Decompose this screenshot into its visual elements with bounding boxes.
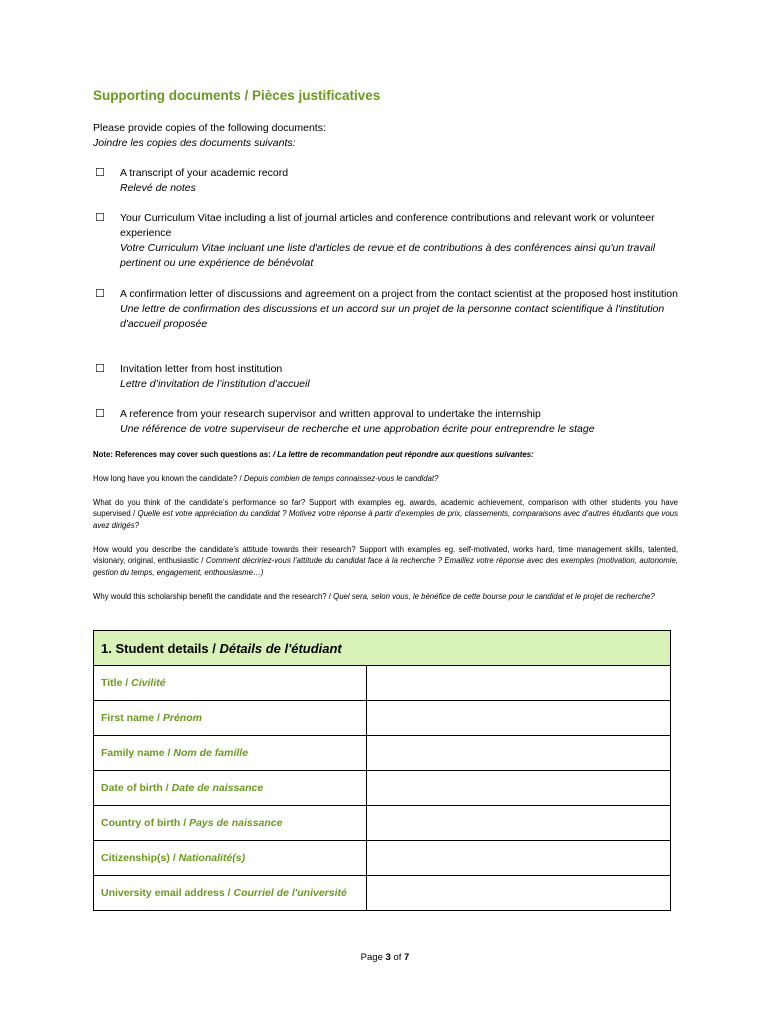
first-name-field[interactable] <box>367 701 671 736</box>
of-label: of <box>393 952 402 963</box>
label-fr: Date de naissance <box>171 782 264 794</box>
header-en: 1. Student details / <box>101 640 216 656</box>
checkbox-icon[interactable]: ☐ <box>95 212 105 224</box>
document-item-en: Your Curriculum Vitae including a list of journal articles and conference contributions and relevant work or volunteer experience <box>120 212 655 239</box>
checkbox-icon[interactable]: ☐ <box>95 288 105 300</box>
document-item-en: Invitation letter from host institution <box>120 363 283 375</box>
table-header-row <box>94 631 671 666</box>
page-total: 7 <box>404 952 410 963</box>
document-item-fr: Une référence de votre superviseur de recherche et une approbation écrite pour entreprendre le stage <box>120 423 595 435</box>
label-en: Citizenship(s) / <box>101 852 176 864</box>
document-item-transcript <box>95 166 685 196</box>
field-label-first-name <box>94 701 367 736</box>
table-row <box>94 771 671 806</box>
question-en: How long have you known the candidate? / <box>93 474 242 483</box>
question-en: Why would this scholarship benefit the candidate and the research? / <box>93 592 331 601</box>
checkbox-icon[interactable]: ☐ <box>95 167 105 179</box>
table-row <box>94 806 671 841</box>
table-row <box>94 701 671 736</box>
title-field[interactable] <box>367 666 671 701</box>
intro-en: Please provide copies of the following documents: <box>93 122 326 134</box>
document-item-confirmation-letter <box>95 287 685 332</box>
student-details-table <box>93 630 671 911</box>
document-item-fr: Votre Curriculum Vitae incluant une liste d'articles de revue et de contributions à des conférences ainsi qu'un travail pertinent ou une expérience de bénévolat <box>120 242 656 269</box>
question-fr: Comment décririez-vous l’attitude du candidat face à la recherche ? Emaillez votre réponse avec des exemples (motivation, autonomie, gestion du temps, engagement, enthousiasme…) <box>93 556 678 577</box>
field-label-university-email <box>94 876 367 911</box>
label-fr: Nationalité(s) <box>178 852 246 864</box>
page-current: 3 <box>385 952 391 963</box>
field-label-family-name <box>94 736 367 771</box>
reference-question <box>93 591 678 602</box>
reference-question <box>93 473 678 484</box>
label-fr: Courriel de l'université <box>233 887 347 899</box>
document-item-en: A reference from your research supervisor and written approval to undertake the internship <box>120 408 541 420</box>
document-item-en: A confirmation letter of discussions and agreement on a project from the contact scientist at the proposed host institution <box>120 288 678 300</box>
country-of-birth-field[interactable] <box>367 806 671 841</box>
field-label-citizenship <box>94 841 367 876</box>
date-of-birth-field[interactable] <box>367 771 671 806</box>
question-en: How would you describe the candidate’s attitude towards their research? Support with examples eg. self-motivated, works hard, time management skills, talented, visionary, original, enthusiastic / <box>93 545 678 566</box>
document-item-invitation-letter <box>95 362 685 392</box>
label-en: Title / <box>101 677 129 689</box>
document-item-reference <box>95 407 685 437</box>
document-item-fr: Une lettre de confirmation des discussions et un accord sur un projet de la personne contact scientifique à l'institution d'accueil proposée <box>120 303 665 330</box>
label-fr: Pays de naissance <box>189 817 283 829</box>
label-fr: Prénom <box>162 712 202 724</box>
page-label: Page <box>360 952 383 963</box>
intro-fr: Joindre les copies des documents suivants: <box>93 137 296 149</box>
reference-question <box>93 497 678 531</box>
question-fr: Quelle est votre appréciation du candidat ? Motivez votre réponse à partir d’exemples de prix, classements, comparaisons avec d’autres étudiants que vous avez dirigés? <box>93 509 678 530</box>
label-fr: Nom de famille <box>173 747 249 759</box>
table-row <box>94 876 671 911</box>
page-footer <box>0 952 770 963</box>
label-en: Date of birth / <box>101 782 169 794</box>
table-row <box>94 736 671 771</box>
table-row <box>94 666 671 701</box>
checkbox-icon[interactable]: ☐ <box>95 408 105 420</box>
university-email-field[interactable] <box>367 876 671 911</box>
note-en: Note: References may cover such questions as: <box>93 450 271 459</box>
label-en: First name / <box>101 712 160 724</box>
document-item-en: A transcript of your academic record <box>120 167 289 179</box>
reference-question <box>93 544 678 578</box>
field-label-country-of-birth <box>94 806 367 841</box>
note-fr: / La lettre de recommandation peut répondre aux questions suivantes: <box>272 450 534 459</box>
checkbox-icon[interactable]: ☐ <box>95 363 105 375</box>
label-en: University email address / <box>101 887 231 899</box>
citizenship-field[interactable] <box>367 841 671 876</box>
intro-text <box>93 121 326 151</box>
table-row <box>94 841 671 876</box>
document-item-cv <box>95 211 685 271</box>
field-label-title <box>94 666 367 701</box>
document-item-fr: Relevé de notes <box>120 182 196 194</box>
family-name-field[interactable] <box>367 736 671 771</box>
question-en: What do you think of the candidate’s performance so far? Support with examples eg. awards, academic achievement, comparison with other students you have supervised / <box>93 498 678 519</box>
document-item-fr: Lettre d’invitation de l’institution d’accueil <box>120 378 310 390</box>
question-fr: Depuis combien de temps connaissez-vous le candidat? <box>243 474 439 483</box>
question-fr: Quel sera, selon vous, le bénéfice de cette bourse pour le candidat et le projet de recherche? <box>333 592 655 601</box>
label-en: Country of birth / <box>101 817 187 829</box>
header-fr: Détails de l'étudiant <box>219 640 342 656</box>
section-title: Supporting documents / Pièces justificatives <box>93 88 381 103</box>
label-en: Family name / <box>101 747 171 759</box>
label-fr: Civilité <box>131 677 166 689</box>
field-label-date-of-birth <box>94 771 367 806</box>
student-details-header <box>94 631 671 666</box>
reference-note <box>93 449 678 460</box>
